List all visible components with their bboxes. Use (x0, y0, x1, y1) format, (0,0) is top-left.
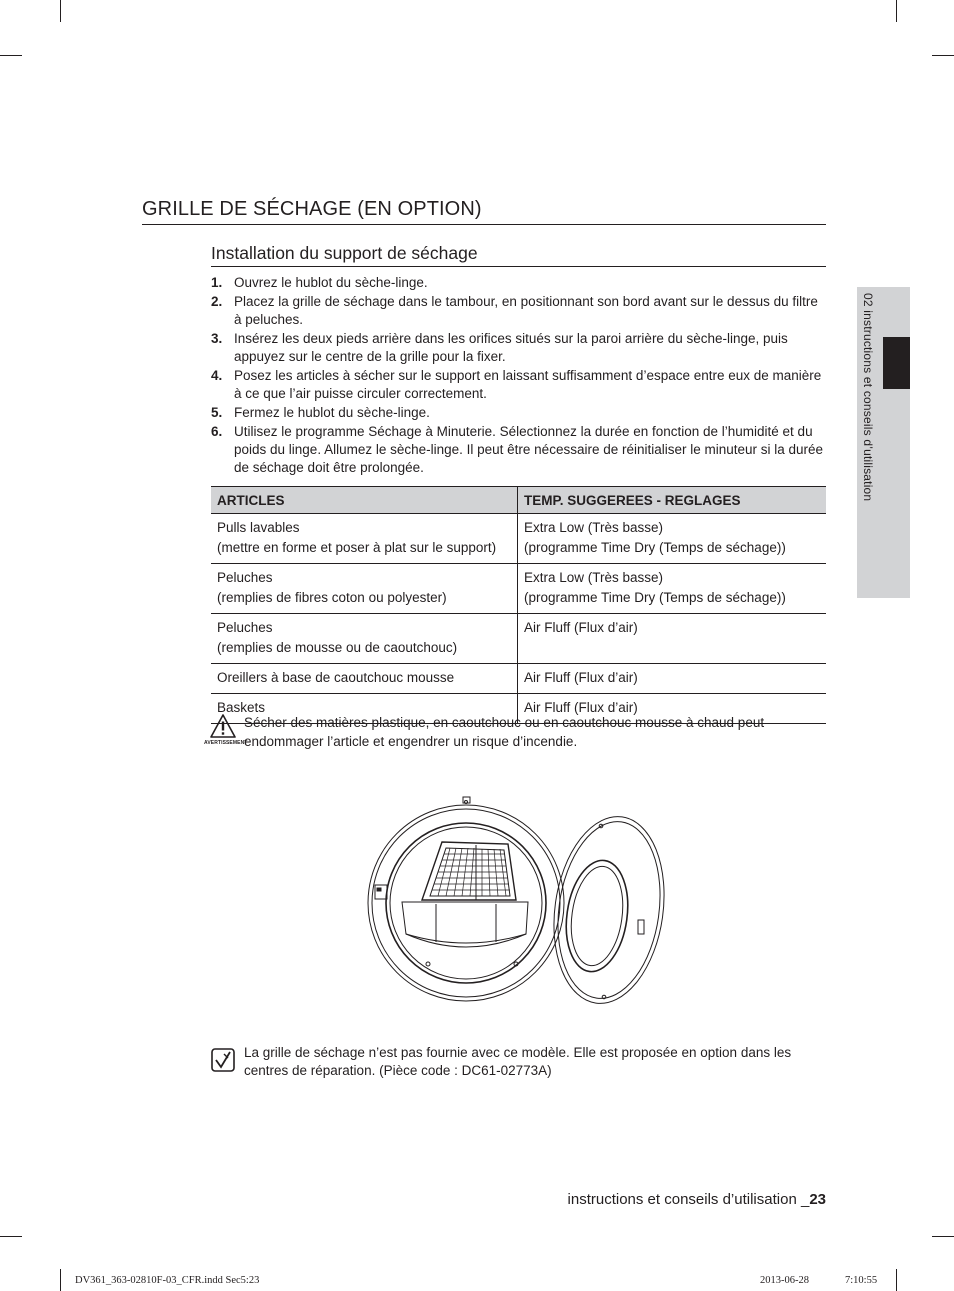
step-number: 4. (211, 368, 223, 383)
column-header-settings: TEMP. SUGGEREES - REGLAGES (518, 487, 827, 514)
step-text: Utilisez le programme Séchage à Minuterie. Sélectionnez la durée en fonction de l’humidité et du poids du linge. Allumez le sèche-linge. Il peut être nécessaire de réinitialiser le minuteur si la durée de séchage doit être prolongée. (234, 424, 824, 475)
page-footer (568, 1191, 826, 1208)
dryer-rack-illustration (366, 792, 668, 1014)
table-header-row (211, 487, 826, 514)
setting-detail: (programme Time Dry (Temps de séchage)) (524, 540, 786, 555)
chapter-label: 02 instructions et conseils d’utilisation (861, 293, 875, 502)
step-item (211, 330, 826, 366)
section-title: GRILLE DE SÉCHAGE (EN OPTION) (142, 198, 826, 225)
setting-cell (518, 664, 827, 694)
step-number: 2. (211, 294, 223, 309)
step-text: Insérez les deux pieds arrière dans les orifices situés sur la paroi arrière du sèche-linge, puis appuyez sur le centre de la grille pour la fixer. (234, 331, 788, 364)
step-text: Fermez le hublot du sèche-linge. (234, 405, 430, 420)
crop-mark (896, 0, 897, 22)
column-header-articles: ARTICLES (211, 487, 518, 514)
crop-mark (60, 0, 61, 22)
article-detail: (mettre en forme et poser à plat sur le support) (217, 540, 497, 555)
crop-mark (0, 55, 22, 56)
article-cell (211, 614, 518, 664)
print-file-info: DV361_363-02810F-03_CFR.indd Sec5:23 (75, 1275, 260, 1286)
table-row (211, 514, 826, 564)
article-name: Peluches (217, 570, 273, 585)
note-check-icon (211, 1048, 235, 1077)
article-cell (211, 514, 518, 564)
article-detail: (remplies de mousse ou de caoutchouc) (217, 640, 458, 655)
crop-mark (932, 55, 954, 56)
setting-cell (518, 564, 827, 614)
setting-name: Air Fluff (Flux d’air) (524, 700, 638, 715)
step-number: 1. (211, 275, 223, 290)
print-date: 2013-06-28 (760, 1275, 809, 1286)
setting-name: Extra Low (Très basse) (524, 520, 664, 535)
step-number: 3. (211, 331, 223, 346)
article-name: Oreillers à base de caoutchouc mousse (217, 670, 455, 685)
footer-label: instructions et conseils d’utilisation _ (567, 1191, 810, 1208)
step-item (211, 367, 826, 403)
installation-steps (211, 274, 826, 478)
article-cell (211, 664, 518, 694)
setting-cell (518, 514, 827, 564)
chapter-marker (883, 337, 910, 389)
step-number: 6. (211, 424, 223, 439)
table-row (211, 564, 826, 614)
warning-label: AVERTISSEMENT (204, 740, 248, 746)
step-text: Ouvrez le hublot du sèche-linge. (234, 275, 428, 290)
drying-settings-table (211, 486, 826, 724)
warning-triangle-icon (204, 714, 242, 743)
step-item (211, 404, 826, 422)
step-item (211, 423, 826, 477)
warning-block (204, 713, 826, 753)
page-number: 23 (809, 1191, 826, 1208)
setting-detail: (programme Time Dry (Temps de séchage)) (524, 590, 786, 605)
setting-cell (518, 614, 827, 664)
setting-name: Air Fluff (Flux d’air) (524, 670, 638, 685)
setting-name: Extra Low (Très basse) (524, 570, 664, 585)
table-row (211, 614, 826, 664)
print-time: 7:10:55 (845, 1275, 878, 1286)
chapter-side-tab (857, 287, 910, 598)
crop-mark (60, 1269, 61, 1291)
note-text: La grille de séchage n’est pas fournie avec ce modèle. Elle est proposée en option dans les centres de réparation. (Pièce code : DC61-02773A) (244, 1045, 792, 1078)
table-row (211, 664, 826, 694)
article-detail: (remplies de fibres coton ou polyester) (217, 590, 447, 605)
crop-mark (0, 1236, 22, 1237)
subsection-title: Installation du support de séchage (211, 243, 826, 267)
article-cell (211, 564, 518, 614)
step-text: Placez la grille de séchage dans le tambour, en positionnant son bord avant sur le dessus du filtre à peluches. (234, 294, 818, 327)
step-text: Posez les articles à sécher sur le support en laissant suffisamment d’espace entre eux de manière à ce que l’air puisse circuler correctement. (234, 368, 822, 401)
crop-mark (896, 1269, 897, 1291)
crop-mark (932, 1236, 954, 1237)
article-name: Pulls lavables (217, 520, 300, 535)
step-item (211, 293, 826, 329)
step-item (211, 274, 826, 292)
warning-text: Sécher des matières plastique, en caoutchouc ou en caoutchouc mousse à chaud peut endommager l’article et engendrer un risque d’incendie. (244, 715, 765, 749)
setting-name: Air Fluff (Flux d’air) (524, 620, 638, 635)
article-name: Baskets (217, 700, 266, 715)
note-block (211, 1044, 826, 1084)
article-name: Peluches (217, 620, 273, 635)
step-number: 5. (211, 405, 223, 420)
